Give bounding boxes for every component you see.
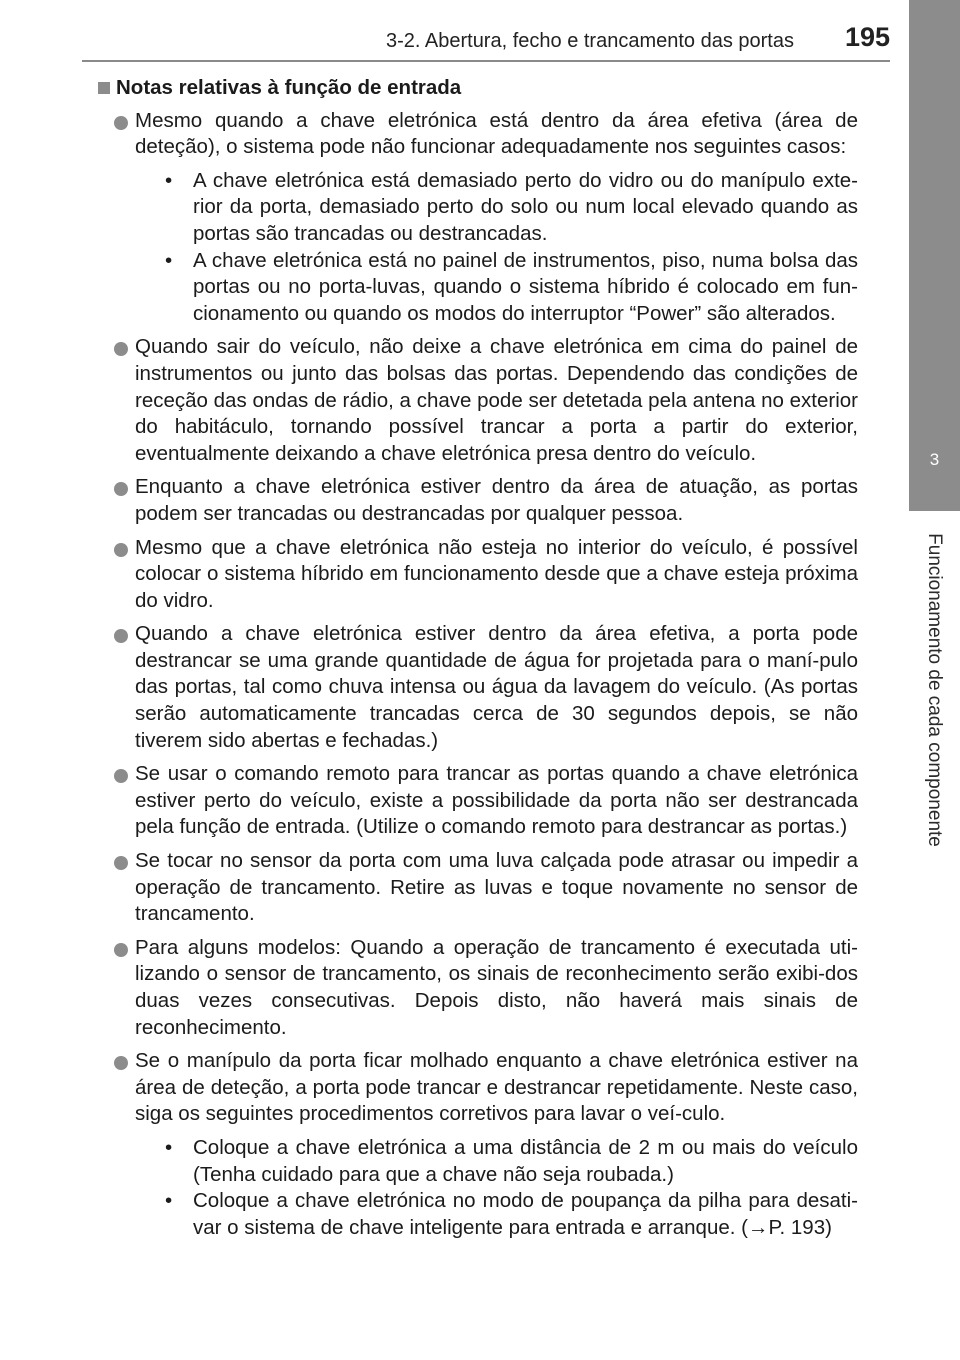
list-item bbox=[98, 108, 858, 328]
sub-list-item-text: Coloque a chave eletrónica a uma distância de 2 m ou mais do veículo (Tenha cuidado para que a chave não seja roubada.) bbox=[193, 1135, 858, 1186]
list-item-text: Para alguns modelos: Quando a operação de trancamento é executada uti-lizando o sensor de trancamento, os sinais de reconhecimento serão exibi-dos duas vezes consecutivas. Depois disto, não haverá mais sinais de reconhecimento. bbox=[135, 935, 858, 1039]
sub-list-item-text: A chave eletrónica está no painel de instrumentos, piso, numa bolsa das portas ou no porta-luvas, quando o sistema híbrido é colocado em fun-cionamento ou quando os modos do interruptor “Power” são alterados. bbox=[193, 248, 858, 325]
sub-list bbox=[135, 168, 858, 328]
sub-list-item bbox=[135, 168, 858, 248]
circle-bullet-icon bbox=[114, 1056, 128, 1070]
circle-bullet-icon bbox=[114, 629, 128, 643]
list-item-text: Mesmo que a chave eletrónica não esteja no interior do veículo, é possível colocar o sistema híbrido em funcionamento desde que a chave esteja próxima do vidro. bbox=[135, 535, 858, 612]
section-heading: 3-2. Abertura, fecho e trancamento das portas bbox=[385, 30, 794, 52]
list-item bbox=[98, 621, 858, 754]
dot-bullet-icon: • bbox=[165, 248, 173, 272]
dot-bullet-icon: • bbox=[165, 1189, 173, 1213]
circle-bullet-icon bbox=[114, 943, 128, 957]
list-item-text: Se tocar no sensor da porta com uma luva calçada pode atrasar ou impedir a operação de trancamento. Retire as luvas e toque novamente no sensor de trancamento. bbox=[135, 849, 858, 926]
list-item bbox=[98, 761, 858, 841]
list-item bbox=[98, 1048, 858, 1241]
page-header bbox=[0, 0, 960, 62]
chapter-title-vertical: Funcionamento de cada componente bbox=[924, 533, 945, 847]
list-item-text: Quando sair do veículo, não deixe a chave eletrónica em cima do painel de instrumentos ou junto das bolsas das portas. Dependendo das condições de receção das ondas de rádio, a chave pode ser detetada pela antena no exterior do habitáculo, tornando possível trancar a porta a partir do exterior, eventualmente deixando a chave eletrónica presa dentro do veículo. bbox=[135, 335, 858, 465]
dot-bullet-icon: • bbox=[165, 1135, 173, 1159]
list-item bbox=[98, 848, 858, 928]
list-item bbox=[98, 935, 858, 1041]
list-item-text: Se usar o comando remoto para trancar as portas quando a chave eletrónica estiver perto do veículo, existe a possibilidade da porta não ser destrancada pela função de entrada. (Utilize o comando remoto para destrancar as portas.) bbox=[135, 762, 858, 839]
list-item-text: Enquanto a chave eletrónica estiver dentro da área de atuação, as portas podem ser trancadas ou destrancadas por qualquer pessoa. bbox=[135, 475, 858, 525]
main-content bbox=[98, 75, 858, 1248]
sub-list-item-text: Coloque a chave eletrónica no modo de poupança da pilha para desati-var o sistema de chave inteligente para entrada e arranque. (→P. 193) bbox=[193, 1189, 858, 1239]
square-bullet-icon bbox=[98, 82, 110, 94]
section-title-text: Notas relativas à função de entrada bbox=[116, 76, 462, 99]
list-item-text: Se o manípulo da porta ficar molhado enquanto a chave eletrónica estiver na área de deteção, a porta pode trancar e destrancar repetidamente. Neste caso, siga os seguintes procedimentos corretivos para lavar o veí-culo. bbox=[135, 1049, 858, 1126]
sub-list-item bbox=[135, 248, 858, 328]
circle-bullet-icon bbox=[114, 482, 128, 496]
sub-list-item-text: A chave eletrónica está demasiado perto do vidro ou do manípulo exte-rior da porta, demasiado perto do solo ou num local elevado quando as portas são trancadas ou destrancadas. bbox=[193, 168, 858, 245]
list-item-text: Quando a chave eletrónica estiver dentro da área efetiva, a porta pode destrancar se uma grande quantidade de água for projetada para o maní-pulo das portas, tal como chuva intensa ou água da lavagem do veículo. (As portas serão automaticamente trancadas cerca de 30 segundos depois, se não tiverem sido abertas e fechadas.) bbox=[135, 622, 858, 752]
section-title bbox=[98, 75, 858, 102]
sub-list-item bbox=[135, 1188, 858, 1241]
circle-bullet-icon bbox=[114, 543, 128, 557]
circle-bullet-icon bbox=[114, 856, 128, 870]
dot-bullet-icon: • bbox=[165, 168, 173, 192]
chapter-number-tab bbox=[909, 425, 960, 511]
sub-list-item bbox=[135, 1135, 858, 1188]
circle-bullet-icon bbox=[114, 342, 128, 356]
circle-bullet-icon bbox=[114, 116, 128, 130]
list-item bbox=[98, 535, 858, 615]
side-tab-upper bbox=[909, 0, 960, 425]
circle-bullet-icon bbox=[114, 769, 128, 783]
sub-list bbox=[135, 1135, 858, 1241]
page-number: 195 bbox=[844, 22, 890, 52]
chapter-number: 3 bbox=[929, 450, 940, 469]
header-rule bbox=[82, 60, 890, 62]
list-item bbox=[98, 474, 858, 527]
list-item bbox=[98, 334, 858, 467]
list-item-text: Mesmo quando a chave eletrónica está dentro da área efetiva (área de deteção), o sistema pode não funcionar adequadamente nos seguintes casos: bbox=[135, 108, 858, 159]
